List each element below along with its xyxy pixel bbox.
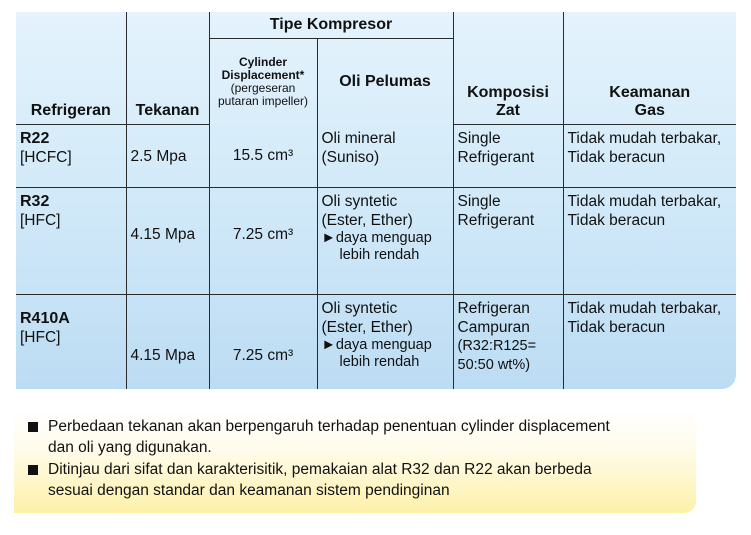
note-line: dan oli yang digunakan. <box>48 439 212 456</box>
header-oli-pelumas: Oli Pelumas <box>317 39 453 125</box>
cell-komposisi <box>453 295 563 390</box>
cell-refrigerant <box>16 125 126 188</box>
keamanan-line: Tidak beracun <box>567 319 666 336</box>
note-line: sesuai dengan standar dan keamanan sistem pendinginan <box>48 482 450 499</box>
refrigerant-name: R22 <box>20 130 50 147</box>
keamanan-line: Tidak mudah terbakar, <box>567 130 722 147</box>
table-row <box>16 295 736 390</box>
cell-keamanan <box>563 295 736 390</box>
cell-oli <box>317 295 453 390</box>
komposisi-line: Refrigeran <box>457 300 530 317</box>
note-line: Perbedaan tekanan akan berpengaruh terhadap penentuan cylinder displacement <box>48 418 610 435</box>
cell-oli <box>317 188 453 295</box>
komposisi-line: Refrigerant <box>457 149 535 166</box>
cell-tekanan: 4.15 Mpa <box>126 188 209 295</box>
square-bullet-icon <box>28 422 38 432</box>
refrigerant-class: [HFC] <box>20 329 61 346</box>
komposisi-line: Campuran <box>457 319 530 336</box>
header-komposisi-zat <box>453 12 563 125</box>
komposisi-line: Single <box>457 130 501 147</box>
oli-note-line: lebih rendah <box>339 247 420 263</box>
table-row <box>16 188 736 295</box>
oli-line: Oli mineral <box>321 129 396 147</box>
header-tipe-kompresor: Tipe Kompresor <box>209 12 453 39</box>
oli-line: Oli syntetic <box>321 300 398 317</box>
cell-tekanan: 4.15 Mpa <box>126 295 209 390</box>
oli-note-line: ►daya menguap <box>321 337 432 353</box>
komposisi-line: (R32:R125= <box>457 338 537 354</box>
header-komposisi-line2: Zat <box>496 102 520 119</box>
oli-line: (Ester, Ether) <box>321 319 413 336</box>
cell-refrigerant <box>16 295 126 390</box>
list-item <box>28 416 696 458</box>
keamanan-line: Tidak mudah terbakar, <box>567 300 722 317</box>
header-cylinder-line4: putaran impeller) <box>217 93 309 108</box>
refrigerant-name: R32 <box>20 193 50 210</box>
keamanan-line: Tidak beracun <box>567 149 666 166</box>
keamanan-line: Tidak beracun <box>567 212 666 229</box>
cell-komposisi <box>453 125 563 188</box>
cell-cylinder: 7.25 cm³ <box>209 188 317 295</box>
notes-list <box>14 410 696 501</box>
header-tekanan: Tekanan <box>126 12 209 125</box>
header-cylinder-line3: (pergeseran <box>230 80 296 95</box>
table-row <box>16 125 736 188</box>
header-cylinder-line2: Displacement* <box>221 67 305 82</box>
notes-box <box>14 410 696 513</box>
header-keamanan-gas <box>563 12 736 125</box>
refrigerant-spec-table <box>16 12 736 389</box>
cell-keamanan <box>563 188 736 295</box>
komposisi-line: 50:50 wt%) <box>457 357 531 373</box>
cell-refrigerant <box>16 188 126 295</box>
list-item <box>28 459 696 501</box>
oli-note-line: lebih rendah <box>339 354 420 370</box>
cell-tekanan: 2.5 Mpa <box>126 125 209 188</box>
header-komposisi-line1: Komposisi <box>467 84 549 101</box>
oli-line: (Suniso) <box>321 148 380 166</box>
oli-line: Oli syntetic <box>321 193 398 210</box>
spec-table-panel <box>16 12 736 389</box>
header-keamanan-line1: Keamanan <box>609 84 691 101</box>
header-keamanan-line2: Gas <box>634 102 665 119</box>
header-cylinder-line1: Cylinder <box>238 54 287 69</box>
cell-cylinder: 15.5 cm³ <box>209 125 317 188</box>
header-refrigeran: Refrigeran <box>16 12 126 125</box>
square-bullet-icon <box>28 465 38 475</box>
cell-cylinder: 7.25 cm³ <box>209 295 317 390</box>
komposisi-line: Single <box>457 193 501 210</box>
refrigerant-name: R410A <box>20 310 70 327</box>
note-line: Ditinjau dari sifat dan karakterisitik, pemakaian alat R32 dan R22 akan berbeda <box>48 461 592 478</box>
refrigerant-class: [HCFC] <box>20 149 72 166</box>
komposisi-line: Refrigerant <box>457 212 535 229</box>
refrigerant-class: [HFC] <box>20 212 61 229</box>
header-cylinder-displacement <box>209 39 317 125</box>
cell-oli <box>317 125 453 188</box>
keamanan-line: Tidak mudah terbakar, <box>567 193 722 210</box>
oli-note-line: ►daya menguap <box>321 230 432 246</box>
cell-komposisi <box>453 188 563 295</box>
oli-line: (Ester, Ether) <box>321 212 413 229</box>
cell-keamanan <box>563 125 736 188</box>
